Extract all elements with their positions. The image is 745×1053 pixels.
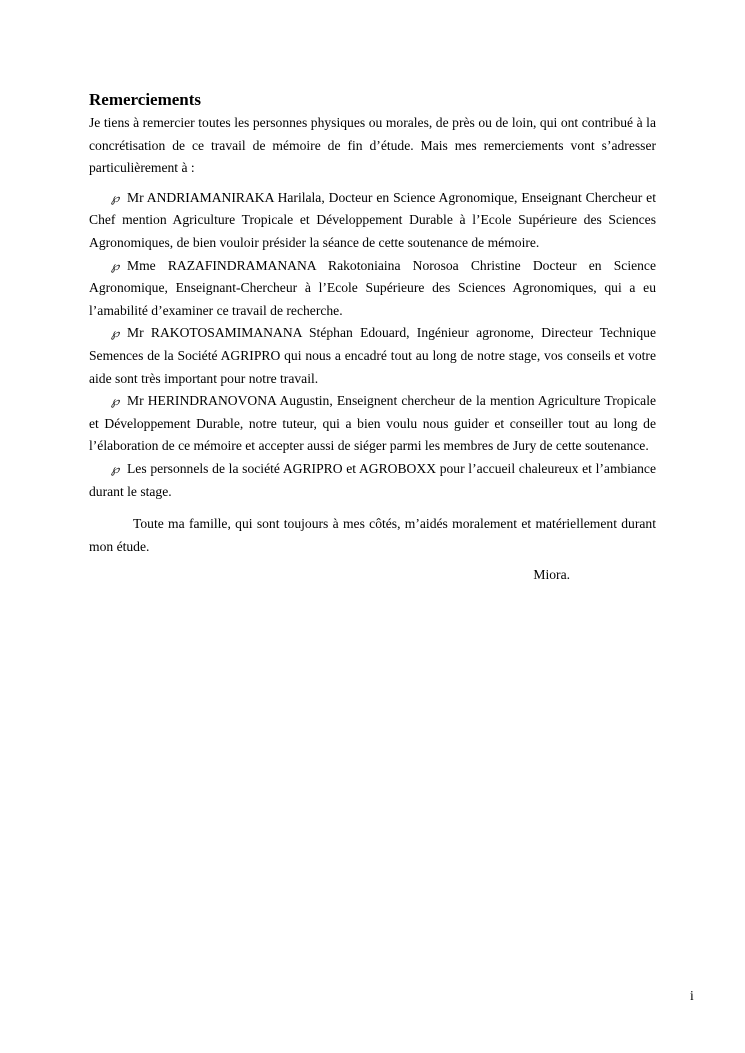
bullet-icon: ℘ [111, 394, 120, 409]
acknowledgement-list [89, 187, 656, 503]
list-item [89, 390, 656, 458]
signature: Miora. [533, 567, 570, 583]
list-item-text: Mr ANDRIAMANIRAKA Harilala, Docteur en Science Agronomique, Enseignant Chercheur et Chef mention Agriculture Tropicale et Développement Durable à l’Ecole Supérieure des Sciences Agronomiques, de bien vouloir présider la séance de cette soutenance de mémoire. [89, 189, 656, 250]
page-number: i [690, 988, 694, 1003]
list-item-text: Mr HERINDRANOVONA Augustin, Enseignent chercheur de la mention Agriculture Tropicale et Développement Durable, notre tuteur, qui a bien voulu nous guider et conseiller tout au long de l’élaboration de ce mémoire et accepter aussi de siéger parmi les membres de Jury de cette soutenance. [89, 393, 656, 454]
list-item-text: Mr RAKOTOSAMIMANANA Stéphan Edouard, Ingénieur agronome, Directeur Technique Semences de la Société AGRIPRO qui nous a encadré tout au long de notre stage, vos conseils et votre aide sont très important pour notre travail. [89, 325, 656, 386]
list-item-text: Les personnels de la société AGRIPRO et AGROBOXX pour l’accueil chaleureux et l’ambiance durant le stage. [89, 460, 656, 499]
list-item [89, 458, 656, 503]
closing-paragraph: Toute ma famille, qui sont toujours à mes côtés, m’aidés moralement et matériellement durant mon étude. [89, 516, 656, 554]
bullet-icon: ℘ [111, 326, 120, 341]
intro-paragraph: Je tiens à remercier toutes les personnes physiques ou morales, de près ou de loin, qui ont contribué à la concrétisation de ce travail de mémoire de fin d’étude. Mais mes remerciements vont s’adresser particulièrement à : [89, 115, 656, 176]
list-item [89, 322, 656, 390]
list-item-text: Mme RAZAFINDRAMANANA Rakotoniaina Norosoa Christine Docteur en Science Agronomique, Enseignant-Chercheur à l’Ecole Supérieure des Sciences Agronomiques, qui a eu l’amabilité d’examiner ce travail de recherche. [89, 257, 656, 318]
page-title: Remerciements [89, 90, 202, 109]
bullet-icon: ℘ [111, 190, 120, 205]
list-item [89, 187, 656, 255]
document-page [89, 88, 656, 587]
bullet-icon: ℘ [111, 461, 120, 476]
list-item [89, 255, 656, 323]
bullet-icon: ℘ [111, 258, 120, 273]
